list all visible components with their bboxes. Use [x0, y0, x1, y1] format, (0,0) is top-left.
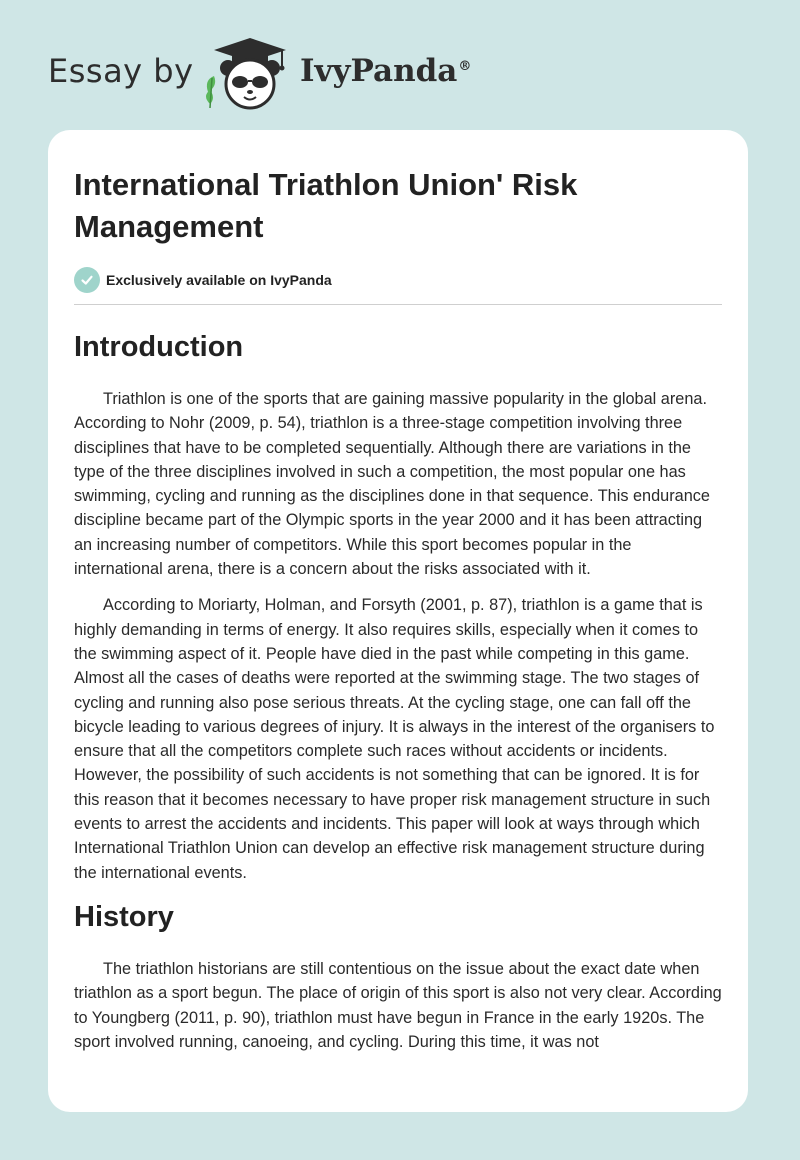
essay-card: [48, 130, 748, 1112]
registered-mark: ®: [458, 58, 472, 74]
paragraph: According to Moriarty, Holman, and Forsyth (2001, p. 87), triathlon is a game that is highly demanding in terms of energy. It also requires skills, especially when it comes to the swimming aspect of it. People have died in the past while competing in this game. Almost all the cases of deaths were reported at the swimming stage. The two stages of cycling and running also pose serious threats. At the cycling stage, one can fall off the bicycle leading to various degrees of injury. It is always in the interest of the organisers to ensure that all the competitors complete such races without accidents or incidents. However, the possibility of such accidents is not something that can be ignored. It is for this reason that it becomes necessary to have proper risk management structure in such events to arrest the accidents and incidents. This paper will look at ways through which International Triathlon Union can develop an effective risk management structure during the international events.: [74, 596, 715, 882]
check-circle-icon: [74, 267, 100, 293]
ivypanda-logo[interactable]: [198, 32, 294, 112]
essay-title: International Triathlon Union' Risk Management: [74, 167, 578, 244]
divider: [74, 304, 722, 305]
brand-text: IvyPanda: [300, 53, 458, 89]
panda-logo-icon: [198, 32, 294, 112]
brand-name[interactable]: [300, 53, 471, 89]
paragraph: Triathlon is one of the sports that are gaining massive popularity in the global arena. According to Nohr (2009, p. 54), triathlon is a three-stage competition involving three disciplines that have to be completed sequentially. Although there are variations in the type of the three disciplines involved in such a competition, the most popular one has swimming, cycling and running as the disciplines done in that sequence. This endurance discipline became part of the Olympic sports in the year 2000 and it has been attracting an increasing number of competitors. While this sport becomes popular in the international arena, there is a concern about the risks associated with it.: [74, 390, 710, 579]
section-heading-history: History: [74, 900, 174, 933]
paragraph: The triathlon historians are still contentious on the issue about the exact date when triathlon as a sport begun. The place of origin of this sport is also not very clear. According to Youngberg (2011, p. 90), triathlon must have begun in France in the early 1920s. The sport involved running, canoeing, and cycling. During this time, it was not: [74, 959, 722, 1051]
section-heading-introduction: Introduction: [74, 331, 244, 363]
exclusive-badge-label: Exclusively available on IvyPanda: [106, 272, 332, 288]
site-header: [0, 0, 800, 130]
essay-by-label: Essay by: [48, 52, 194, 90]
exclusive-badge: [74, 266, 722, 294]
